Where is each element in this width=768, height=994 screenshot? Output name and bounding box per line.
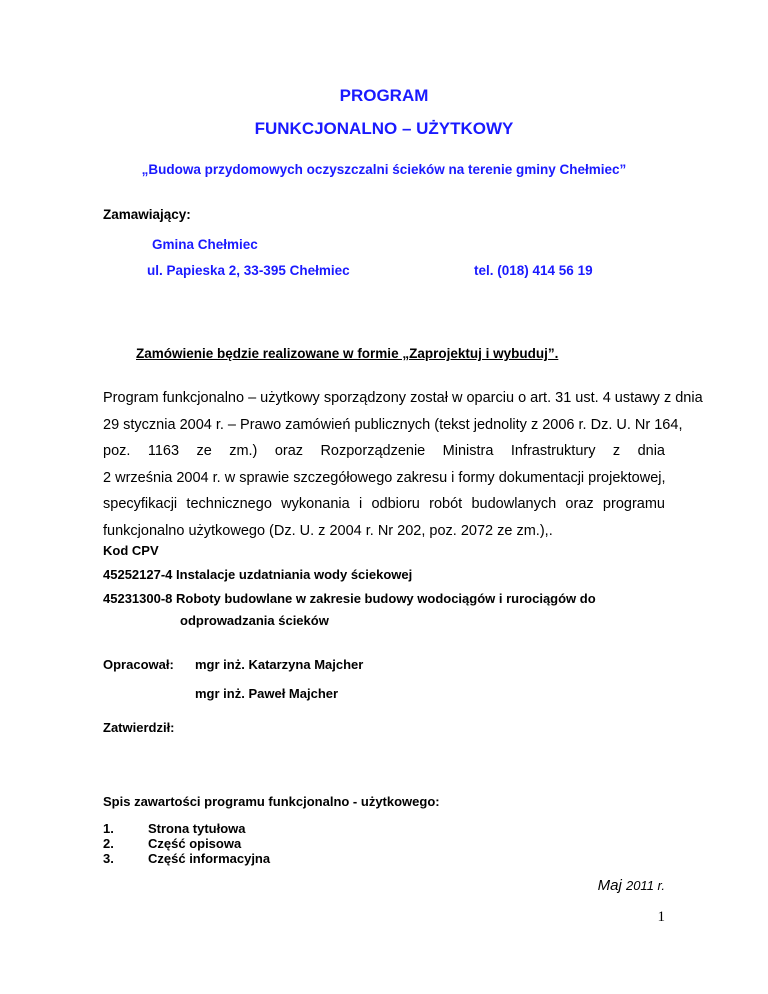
toc-item-text: Część informacyjna [148,851,271,866]
paragraph-line: 29 stycznia 2004 r. – Prawo zamówień publicznych (tekst jednolity z 2006 r. Dz. U. Nr 164, [103,416,683,433]
authors-label: Opracował: [103,657,174,672]
toc-item-number: 1. [103,821,114,836]
toc-item-text: Strona tytułowa [148,821,246,836]
document-date [598,877,665,894]
approved-label: Zatwierdził: [103,720,175,735]
date-month: Maj [597,877,622,894]
legal-basis-paragraph [103,385,703,544]
cpv-code-2-continuation: odprowadzania ścieków [180,613,329,628]
toc-item-text: Część opisowa [148,836,242,851]
document-title-line1: PROGRAM [339,86,429,105]
toc-item-number: 2. [103,836,114,851]
cpv-code-2: 45231300-8 Roboty budowlane w zakresie budowy wodociągów i rurociągów do [103,591,596,606]
date-year: 2011 r. [625,878,665,893]
cpv-code-1: 45252127-4 Instalacje uzdatniania wody ściekowej [103,567,413,582]
cpv-label: Kod CPV [103,543,159,558]
author-1: mgr inż. Katarzyna Majcher [195,657,364,672]
paragraph-line: poz. 1163 ze zm.) oraz Rozporządzenie Ministra Infrastruktury z dnia [103,443,665,459]
project-subtitle: „Budowa przydomowych oczyszczalni ścieków na terenie gminy Chełmiec” [141,162,627,177]
paragraph-line: Program funkcjonalno – użytkowy sporządzony został w oparciu o art. 31 ust. 4 ustawy z dnia [103,390,703,406]
procurement-mode: Zamówienie będzie realizowane w formie „Zaprojektuj i wybuduj”. [136,346,559,361]
toc-title: Spis zawartości programu funkcjonalno - użytkowego: [103,794,440,809]
paragraph-line: specyfikacji technicznego wykonania i odbioru robót budowlanych oraz programu [103,496,665,512]
author-2: mgr inż. Paweł Majcher [195,686,339,701]
toc-item-number: 3. [103,851,114,866]
paragraph-line: 2 września 2004 r. w sprawie szczegółowego zakresu i formy dokumentacji projektowej, [103,469,666,486]
paragraph-line: funkcjonalno użytkowego (Dz. U. z 2004 r. Nr 202, poz. 2072 ze zm.),. [103,522,553,539]
document-title-line2: FUNKCJONALNO – UŻYTKOWY [254,119,514,138]
client-name: Gmina Chełmiec [152,237,258,252]
client-label: Zamawiający: [103,207,191,222]
page-number: 1 [657,909,665,925]
client-phone: tel. (018) 414 56 19 [474,263,593,278]
client-address: ul. Papieska 2, 33-395 Chełmiec [147,263,350,278]
